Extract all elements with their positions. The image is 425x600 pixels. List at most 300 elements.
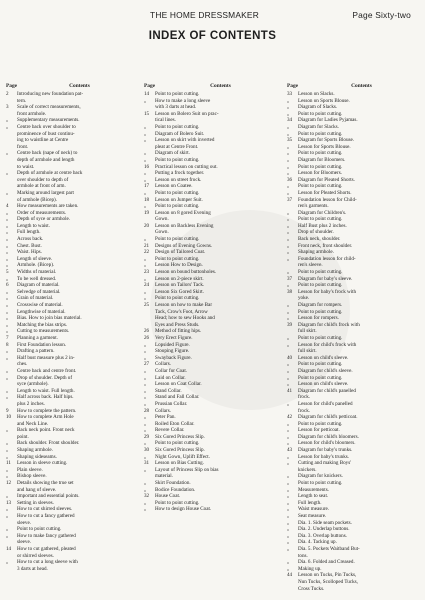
entry-page-number [6,144,17,151]
index-entry [144,440,282,447]
entry-page-number: „ [287,282,290,289]
entry-text: ren's garments. [298,203,329,210]
entry-text: full skirt. [298,328,317,335]
index-entry [6,276,138,283]
index-entry [144,302,282,309]
index-entry [144,282,282,289]
entry-text: Point to point cutting. [298,374,343,381]
entry-page-number: „ [144,275,147,282]
index-entry [6,328,138,335]
page-column-header: Page [287,83,299,89]
entry-page-number: „ [6,255,9,262]
index-entry [6,447,138,454]
entry-page-number [287,328,298,335]
entry-text: Lesson for petticoat. [298,427,340,434]
index-entry [6,434,138,441]
index-entry [287,361,421,368]
entry-page-number: „ [287,150,290,157]
entry-page-number [144,144,155,151]
entry-text: over shoulder to depth of [17,176,69,183]
index-entry [6,289,138,296]
entry-text: Shaping armhole. [17,447,53,454]
index-entry [287,183,421,190]
entry-text: Back neck, shoulder. [298,236,341,243]
entry-page-number: 9 [6,407,9,414]
entry-text: Diagram for Pleated Shorts. [298,176,355,183]
index-entry [287,328,421,335]
entry-page-number [287,394,298,401]
entry-text: armhole at front of arm. [17,183,66,190]
index-entry [144,487,282,494]
entry-text: To be well dressed. [17,275,57,282]
entry-text: tical lines. [155,117,176,124]
entry-page-number: „ [287,473,290,480]
entry-text: Point to point cutting. [298,110,343,117]
entry-text: Lesson for child's panelled [298,400,353,407]
index-entry [144,177,282,184]
entry-page-number [287,262,298,269]
entry-text: Collar for Coat. [155,367,188,374]
index-entry [6,513,138,520]
entry-text: front armhole. [17,110,47,117]
index-entry [144,309,282,316]
index-entry [287,111,421,118]
entry-page-number: „ [287,486,290,493]
entry-page-number: „ [6,262,9,269]
entry-text: Lesson for rompers. [298,315,339,322]
index-entry [287,460,421,467]
index-entry [287,355,421,362]
index-entry [144,401,282,408]
entry-text: Selvedge of material. [17,288,61,295]
entry-text: How measurements are taken. [17,203,79,210]
entry-text: depth of armhole and length [17,156,75,163]
entry-page-number: „ [287,170,290,177]
index-entry [287,440,421,447]
entry-page-number [6,553,17,560]
index-entry [287,401,421,408]
entry-text: Lesson Six Gored Skirt. [155,288,204,295]
entry-text: Widths of material. [17,269,57,276]
entry-page-number: „ [287,367,290,374]
entry-page-number: „ [144,236,147,243]
entry-text: Length to waist. [17,222,50,229]
entry-page-number: 18 [144,196,150,203]
entry-page-number: „ [6,526,9,533]
entry-text: with 3 darts at head. [155,104,197,111]
entry-text: Point to point cutting. [298,361,343,368]
index-entry [6,150,138,157]
entry-text: Lesson for baby's trunks. [298,453,349,460]
entry-page-number: 15 [144,110,150,117]
entry-page-number: „ [287,361,290,368]
entry-page-number: „ [144,262,147,269]
index-entry [144,137,282,144]
entry-text: Point to point cutting. [298,269,343,276]
entry-text: sleeve. [17,519,32,526]
entry-page-number: „ [287,209,290,216]
index-entry [287,421,421,428]
index-entry [6,559,138,566]
entry-text: Waist. Hips. [17,249,42,256]
entry-text: Point to point cutting. [298,308,343,315]
index-entry [6,460,138,467]
index-entry [6,243,138,250]
entry-text: Chest. Bust. [17,242,42,249]
entry-page-number: 7 [6,334,9,341]
entry-text: Point to point cutting. [155,123,200,130]
entry-text: Lesson on Coat Collar. [155,381,202,388]
entry-page-number: „ [6,150,9,157]
index-entry [144,190,282,197]
index-entry [144,460,282,467]
entry-page-number: „ [287,433,290,440]
entry-text: Lesson on Bolero Suit on prac- [155,110,219,117]
entry-page-number: „ [6,513,9,519]
entry-text: full skirt. [298,348,317,355]
entry-page-number: „ [6,229,9,236]
index-entry [144,203,282,210]
index-entry [287,249,421,256]
entry-page-number: „ [6,249,9,256]
entry-page-number: 34 [287,117,293,124]
entry-text: Lesson on skirt with inverted [155,137,215,144]
index-entry [6,493,138,500]
index-entry [287,177,421,184]
entry-page-number: „ [6,473,9,480]
entry-page-number: „ [6,559,9,566]
entry-text: pleat at Centre Front. [155,143,199,150]
entry-text: Drop of shoulder. [298,229,334,236]
index-entry [287,368,421,375]
entry-page-number: 17 [144,183,150,190]
entry-page-number: „ [287,143,290,150]
index-entry [6,348,138,355]
index-entry [144,454,282,461]
entry-text: Diagram for Bloomers. [298,156,346,163]
entry-page-number [6,566,17,573]
entry-page-number: 39 [287,321,293,328]
page-number: Page Sixty-two [352,10,411,20]
index-entry [6,170,138,177]
index-rows [144,91,282,513]
index-entry [6,526,138,533]
entry-page-number: 5 [6,269,9,276]
entry-page-number: „ [144,203,147,210]
index-entry [6,262,138,269]
index-entry [6,229,138,236]
entry-text: ing to waistline at Centre [17,137,69,144]
index-entry [287,262,421,269]
entry-page-number: „ [287,374,290,381]
index-entry [144,473,282,480]
entry-page-number: „ [287,539,290,546]
entry-page-number: „ [144,367,147,374]
index-entry [287,322,421,329]
index-entry [287,269,421,276]
index-entry [287,229,421,236]
entry-page-number: „ [6,367,9,374]
entry-page-number [144,117,155,124]
entry-page-number: „ [287,97,290,104]
entry-page-number: 20 [144,222,150,229]
entry-text: First Foundation lesson. [17,341,67,348]
entry-page-number: „ [287,255,290,262]
index-entry [144,322,282,329]
entry-text: Point to point cutting. [298,163,343,170]
entry-text: Diagram for child's sleeve. [298,367,353,374]
entry-page-number: „ [287,532,290,539]
entry-page-number: 16 [144,163,150,170]
index-entry [287,137,421,144]
index-entry [6,520,138,527]
index-entry [287,586,421,593]
entry-text: How to make a long sleeve [155,97,211,104]
index-entry [6,269,138,276]
entry-page-number: 2 [6,91,9,97]
entry-text: Centre back (nape of neck) to [17,150,78,157]
entry-text: Diagram for child's bloomers. [298,433,359,440]
entry-page-number: „ [287,222,290,229]
entry-text: Point to point cutting. [155,91,200,97]
entry-text: Length to seat. [298,493,329,500]
entry-page-number: „ [6,506,9,513]
index-entry [144,276,282,283]
entry-page-number: 42 [287,414,293,421]
index-entry [6,414,138,421]
entry-page-number [144,229,155,236]
entry-text: Head; how to sew Hooks and [155,315,215,322]
index-entry [287,513,421,520]
entry-text: Diagram of Bolero Suit. [155,130,205,137]
index-column-3 [287,83,421,592]
column-header [287,83,421,90]
index-entry [6,533,138,540]
entry-page-number: „ [6,493,9,500]
index-entry [287,309,421,316]
index-entry [6,131,138,138]
entry-text: Nun Tucks, Scolloped Tucks, [298,578,358,585]
index-entry [6,157,138,164]
entry-page-number: „ [144,400,147,407]
entry-page-number: 31 [144,460,150,467]
index-entry [144,150,282,157]
entry-page-number: „ [6,354,9,361]
entry-page-number: „ [144,288,147,295]
entry-page-number: „ [6,447,9,454]
entry-text: Six Gored Princess Slip. [155,433,205,440]
index-entry [6,210,138,217]
entry-page-number [287,348,298,355]
entry-page-number: „ [287,302,290,308]
page-column-header: Page [6,83,18,89]
index-entry [6,98,138,105]
entry-text: Important and essential points. [17,493,80,500]
entry-text: Scale of correct measurements, [17,104,81,111]
index-entry [144,506,282,513]
entry-page-number: 37 [287,275,293,282]
entry-text: Lesson for Pleated Shorts. [298,189,352,196]
entry-page-number: 44 [287,572,293,579]
entry-text: Point to point cutting. [298,282,343,289]
entry-page-number: „ [144,176,147,183]
entry-text: Prussian Collar. [155,400,188,407]
entry-text: Design of Tailored Coat. [155,249,206,256]
entry-page-number [6,183,17,190]
index-entry [6,236,138,243]
entry-text: How to complete the pattern. [17,407,77,414]
entry-text: Diagram for Children's. [298,209,347,216]
contents-column-header: Contents [69,83,90,89]
index-entry [6,427,138,434]
entry-page-number: „ [287,269,290,276]
index-entry [6,315,138,322]
index-entry [287,164,421,171]
index-entry [144,157,282,164]
entry-page-number: „ [6,275,9,282]
entry-text: Centre back over shoulder to [17,123,76,130]
entry-text: Diagram for Slacks. [298,123,339,130]
entry-page-number: „ [144,156,147,163]
entry-text: or shirred sleeves. [17,552,54,559]
entry-page-number: „ [144,295,147,302]
entry-page-number [6,520,17,527]
entry-page-number: 37 [287,196,293,203]
entry-text: ren's sleeve. [298,262,323,269]
entry-page-number: „ [6,453,9,460]
index-entry [287,500,421,507]
entry-page-number: „ [287,400,290,407]
index-entry [144,467,282,474]
contents-column-header: Contents [210,83,231,89]
index-entry [6,256,138,263]
entry-page-number: „ [287,420,290,427]
entry-text: How to cut shirred sleeves. [17,506,73,513]
entry-page-number [6,137,17,144]
index-entry [144,335,282,342]
entry-page-number: „ [144,387,147,394]
entry-page-number: 23 [144,269,150,276]
entry-text: Revere Collar. [155,427,185,434]
entry-text: Diagram for child's petticoat. [298,414,358,421]
index-entry [144,480,282,487]
entry-text: Lesson on how to make Bar [155,302,213,308]
entry-text: Bodice Foundation. [155,486,196,493]
entry-page-number: „ [287,229,290,236]
index-entry [6,223,138,230]
index-entry [287,375,421,382]
entry-page-number: „ [287,104,290,111]
entry-page-number: 13 [6,499,12,506]
entry-text: Waist measure. [298,506,329,513]
index-entry [144,414,282,421]
index-entry [6,375,138,382]
entry-page-number: „ [144,414,147,421]
index-rows [6,91,138,572]
entry-text: Point to point cutting. [298,183,343,190]
entry-text: Setting in sleeves. [17,499,54,506]
entry-text: Lesson How to Design. [155,262,203,269]
entry-page-number: 36 [287,176,293,183]
entry-text: Bishop sleeve. [17,473,47,480]
entry-page-number: „ [287,513,290,519]
index-entry [6,197,138,204]
entry-text: Measurements. [298,486,329,493]
entry-page-number: „ [6,348,9,355]
entry-page-number: „ [287,526,290,533]
index-entry [144,236,282,243]
index-entry [6,309,138,316]
entry-text: Diagram for baby's sleeve. [298,275,353,282]
entry-text: yoke. [298,295,310,302]
entry-text: Skirt Foundation. [155,480,191,487]
entry-text: Point to point cutting. [298,150,343,157]
entry-page-number: „ [287,156,290,163]
index-entry [287,131,421,138]
entry-text: Lopsided Figure. [155,341,190,348]
index-entry [144,315,282,322]
index-entry [6,124,138,131]
entry-text: Point to point cutting. [155,255,200,262]
entry-page-number [6,539,17,546]
entry-page-number: „ [144,499,147,506]
entry-page-number: „ [6,315,9,322]
entry-text: Lesson on Jumper Suit. [155,196,203,203]
entry-page-number: „ [144,394,147,401]
index-entry [287,520,421,527]
entry-page-number: „ [6,466,9,473]
entry-text: Point to point cutting. [155,156,200,163]
index-entry [287,197,421,204]
entry-page-number: „ [144,170,147,177]
entry-text: syce (armhole). [17,381,49,388]
entry-text: prominence of bust continu- [17,130,75,137]
entry-text: Grain of material. [17,295,54,302]
entry-text: Collars. [155,407,171,414]
entry-page-number: „ [6,427,9,434]
index-column-1 [6,83,138,572]
index-column-2 [144,83,282,513]
index-entry [144,262,282,269]
index-title: INDEX OF CONTENTS [148,30,277,42]
entry-page-number: „ [6,308,9,315]
index-entry [6,440,138,447]
entry-text: sleeve. [17,539,32,546]
index-entry [287,276,421,283]
entry-page-number: 4 [6,203,9,210]
page-column-header: Page [144,83,156,89]
entry-text: Method of fitting hips. [155,328,202,335]
entry-text: Making up. [298,565,322,572]
column-header [6,83,138,90]
index-entry [6,381,138,388]
index-entry [144,131,282,138]
entry-page-number: 3 [6,104,9,111]
entry-page-number: 32 [144,493,150,500]
index-entry [287,394,421,401]
entry-text: Drop of shoulder. Depth of [17,374,73,381]
index-entry [6,539,138,546]
index-entry [287,473,421,480]
index-entry [287,559,421,566]
entry-page-number: 25 [144,302,150,308]
index-entry [6,144,138,151]
entry-page-number: „ [6,295,9,302]
entry-page-number: „ [287,123,290,130]
entry-text: Cutting and making Boys' [298,460,352,467]
entry-text: Diagram for Sports Blouse. [298,137,355,144]
entry-page-number: „ [144,374,147,381]
